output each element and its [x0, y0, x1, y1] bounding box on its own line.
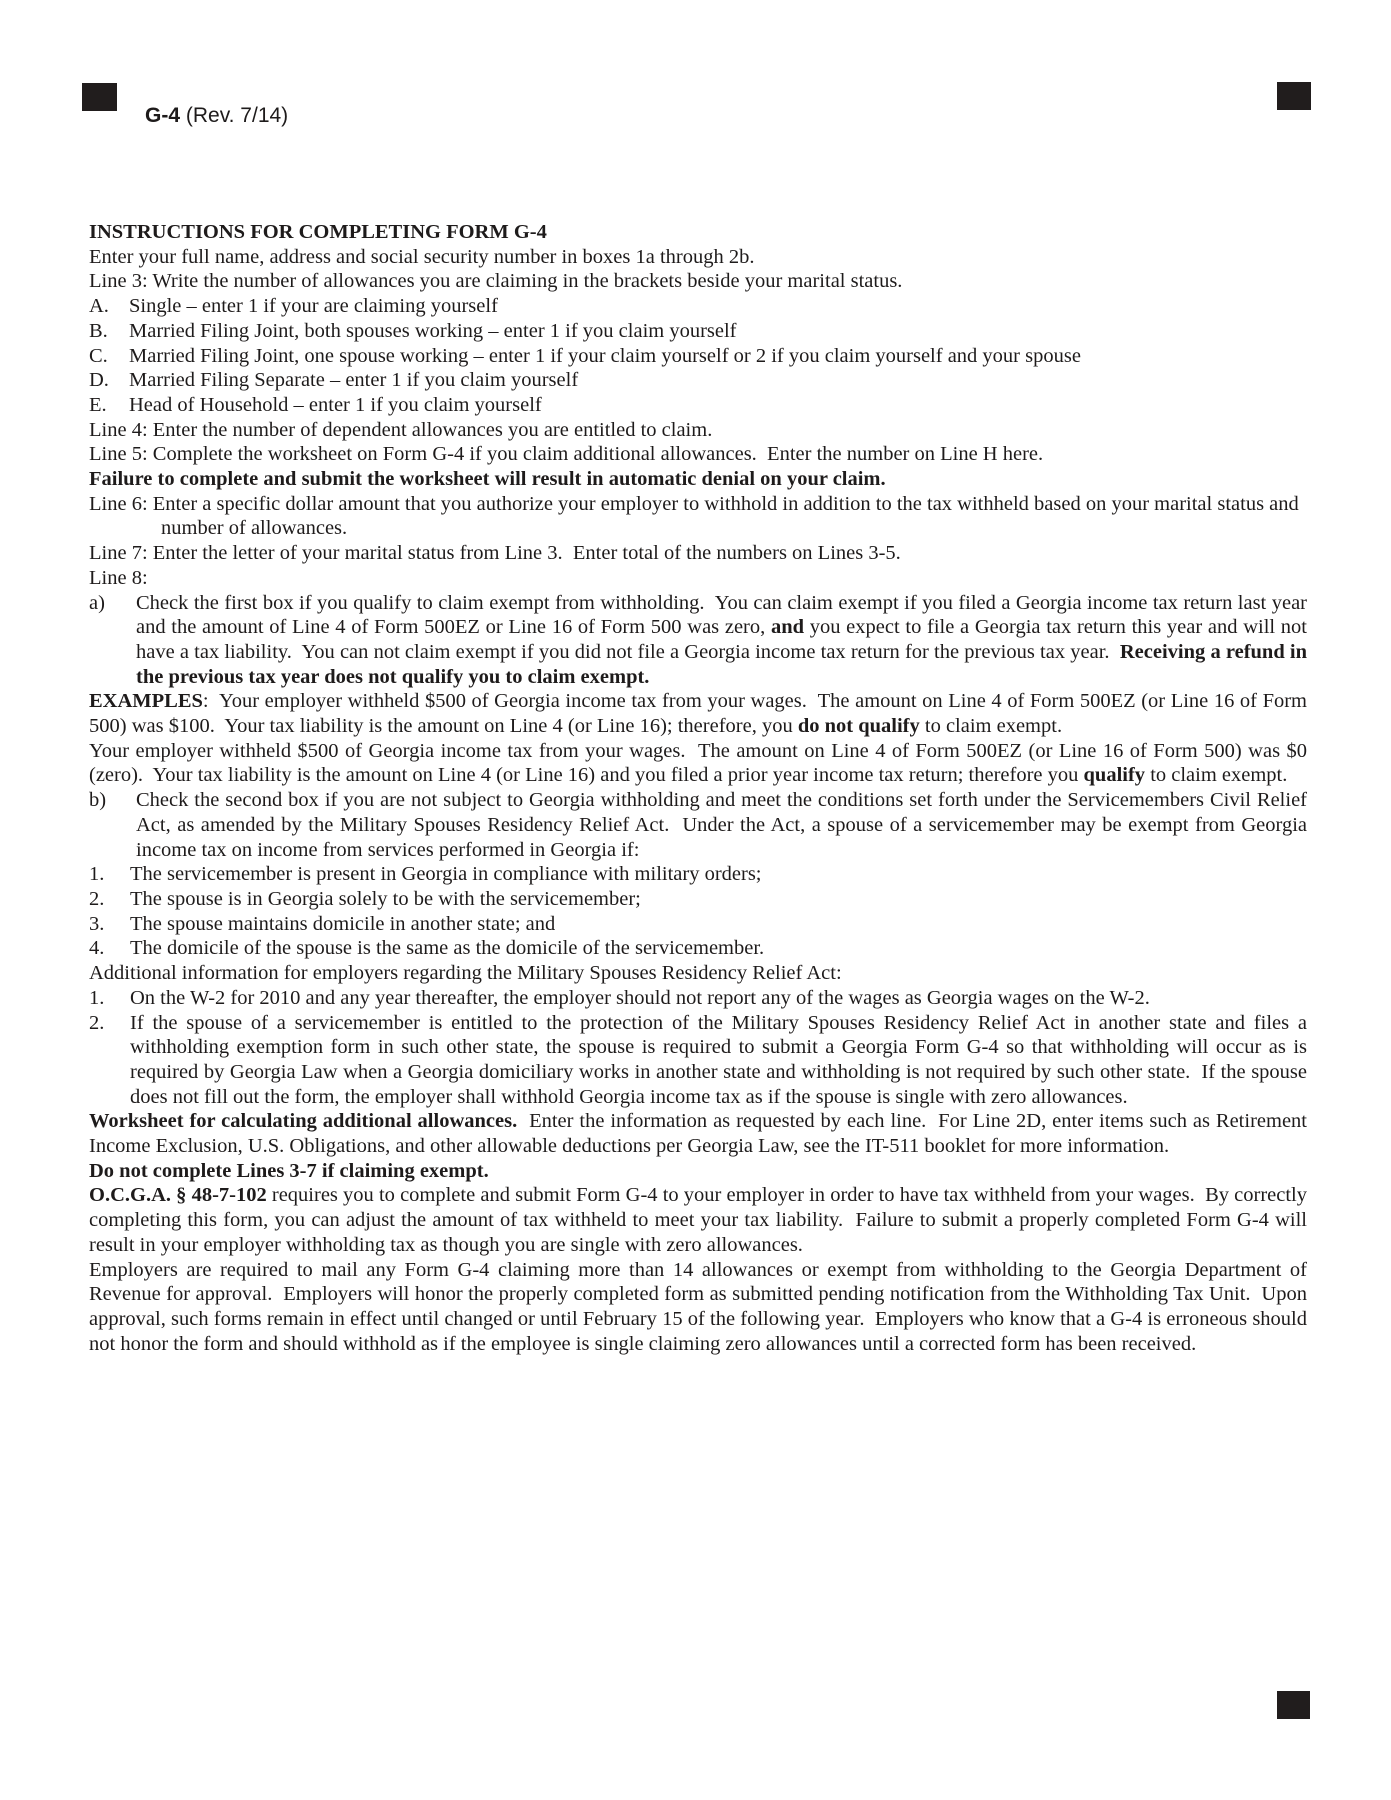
additional-item-2-text: If the spouse of a servicemember is entitled to the protection of the Military Spouses Residency Relief Act in another state and files a withholding exemption form in such other state, the spouse is required to submit a Georgia Form G-4 so that withholding will occur as is required by Georgia Law when a Georgia domiciliary works in another state and withholding is not required by such other state. If the spouse does not fill out the form, the employer shall withhold Georgia income tax as if the spouse is single with zero allowances.	[130, 1011, 1313, 1108]
registration-mark-top-left	[82, 83, 117, 111]
intro-line: Enter your full name, address and social security number in boxes 1a through 2b.	[89, 245, 755, 268]
line6-text: Enter a specific dollar amount that you authorize your employer to withhold in addition to the tax withheld based on your marital status and number of allowances.	[152, 492, 1304, 540]
exempt-note: Do not complete Lines 3-7 if claiming exempt.	[89, 1159, 489, 1182]
marital-option-c-label: C.	[89, 344, 108, 367]
line4-text: Enter the number of dependent allowances you are entitled to claim.	[152, 418, 713, 441]
line3-text: Write the number of allowances you are claiming in the brackets beside your marital status.	[152, 270, 903, 293]
instructions-title: INSTRUCTIONS FOR COMPLETING FORM G-4	[89, 221, 547, 243]
additional-info-item-1	[89, 986, 1307, 1011]
examples2-text-1: Your employer withheld $500 of Georgia income tax from your wages. The amount on Line 4 of Form 500EZ (or Line 16 of Form 500) was $0 (zero). Your tax liability is the amount on Line 4 (or Line 16) and you filed a prior year income tax return; therefore you	[89, 739, 1313, 787]
line8a-paragraph	[89, 591, 1313, 690]
additional-info-item-2	[89, 1011, 1313, 1110]
marital-option-c	[89, 344, 1307, 369]
registration-mark-bottom-right	[1277, 1691, 1310, 1719]
ocga-bold-citation: O.C.G.A. § 48-7-102	[89, 1184, 267, 1207]
registration-mark-top-right	[1277, 82, 1311, 110]
form-id	[145, 104, 288, 128]
condition-2-text: The spouse is in Georgia solely to be with the servicemember;	[130, 887, 641, 910]
worksheet-text: Enter the information as requested by each line. For Line 2D, enter items such as Retirement Income Exclusion, U.S. Obligations, and other allowable deductions per Georgia Law, see the IT-511 booklet for more information.	[89, 1110, 1313, 1158]
condition-4-label: 4.	[89, 937, 105, 960]
servicemember-condition-4	[89, 936, 1307, 961]
condition-3-text: The spouse maintains domicile in another state; and	[130, 912, 556, 935]
line8a-label: a)	[89, 591, 105, 614]
additional-item-1-text: On the W-2 for 2010 and any year thereafter, the employer should not report any of the wages as Georgia wages on the W-2.	[130, 986, 1150, 1009]
line7-instruction	[89, 541, 1307, 566]
condition-2-label: 2.	[89, 887, 105, 910]
servicemember-condition-1	[89, 862, 1307, 887]
marital-option-c-text: Married Filing Joint, one spouse working – enter 1 if your claim yourself or 2 if you claim yourself and your spouse	[129, 344, 1081, 367]
examples2-bold-qualify: qualify	[1083, 764, 1146, 787]
condition-1-text: The servicemember is present in Georgia in compliance with military orders;	[130, 863, 762, 886]
line8a-bold-refund-note: Receiving a refund in the previous tax year does not qualify you to claim exempt.	[136, 640, 1313, 688]
servicemember-condition-2	[89, 887, 1307, 912]
additional-info-heading: Additional information for employers regarding the Military Spouses Residency Relief Act:	[89, 962, 842, 985]
additional-item-1-label: 1.	[89, 986, 105, 1009]
line4-label: Line 4:	[89, 418, 148, 441]
ocga-text: requires you to complete and submit Form G-4 to your employer in order to have tax withheld from your wages. By correctly completing this form, you can adjust the amount of tax withheld to meet your tax liability. Failure to submit a properly completed Form G-4 will result in your employer withholding tax as though you are single with zero allowances.	[89, 1184, 1313, 1256]
examples1-bold-do-not-qualify: do not qualify	[797, 715, 920, 738]
marital-option-a-label: A.	[89, 295, 109, 318]
worksheet-paragraph	[89, 1109, 1313, 1158]
marital-option-e-label: E.	[89, 393, 107, 416]
line8b-label: b)	[89, 789, 107, 812]
marital-option-a-text: Single – enter 1 if your are claiming yourself	[129, 295, 498, 318]
worksheet-bold-lead: Worksheet for calculating additional allowances.	[89, 1110, 518, 1133]
examples-paragraph-2	[89, 739, 1313, 788]
line6-instruction	[89, 492, 1307, 541]
instructions-body	[89, 220, 1313, 1356]
marital-option-d	[89, 368, 1307, 393]
employers-paragraph: Employers are required to mail any Form G-4 claiming more than 14 allowances or exempt from withholding to the Georgia Department of Revenue for approval. Employers will honor the properly completed form as submitted pending notification from the Withholding Tax Unit. Upon approval, such forms remain in effect until changed or until February 15 of the following year. Employers who know that a G-4 is erroneous should not honor the form and should withhold as if the employee is single claiming zero allowances until a corrected form has been received.	[89, 1258, 1313, 1355]
marital-option-d-label: D.	[89, 369, 109, 392]
line6-label: Line 6:	[89, 492, 148, 515]
line8a-bold-and: and	[770, 616, 805, 639]
ocga-paragraph	[89, 1183, 1313, 1257]
line8a-text-2: you expect to file a Georgia tax return this year and will not have a tax liability. You can not claim exempt if you did not file a Georgia income tax return for the previous tax year.	[136, 616, 1313, 663]
line3-label: Line 3:	[89, 270, 148, 293]
examples2-text-2: to claim exempt.	[1145, 764, 1288, 787]
examples-paragraph-1	[89, 689, 1313, 738]
marital-option-b-text: Married Filing Joint, both spouses working – enter 1 if you claim yourself	[129, 319, 737, 342]
condition-1-label: 1.	[89, 863, 105, 886]
condition-3-label: 3.	[89, 912, 105, 935]
marital-option-b	[89, 319, 1307, 344]
servicemember-condition-3	[89, 912, 1307, 937]
marital-option-a	[89, 294, 1307, 319]
line7-text: Enter the letter of your marital status from Line 3. Enter total of the numbers on Lines 3-5.	[152, 542, 901, 565]
line7-label: Line 7:	[89, 542, 148, 565]
line5-label: Line 5:	[89, 443, 148, 466]
marital-option-e	[89, 393, 1307, 418]
line8-label: Line 8:	[89, 566, 148, 589]
form-revision: (Rev. 7/14)	[185, 104, 289, 127]
form-code: G-4	[145, 104, 181, 127]
examples1-text-1: : Your employer withheld $500 of Georgia income tax from your wages. The amount on Line 4 of Form 500EZ (or Line 16 of Form 500) was $100. Your tax liability is the amount on Line 4 (or Line 16); therefore, you	[89, 690, 1313, 738]
line5-text: Complete the worksheet on Form G-4 if you claim additional allowances. Enter the number on Line H here.	[152, 443, 1044, 466]
marital-option-b-label: B.	[89, 319, 108, 342]
condition-4-text: The domicile of the spouse is the same as the domicile of the servicemember.	[130, 937, 765, 960]
line8a-text-1: Check the first box if you qualify to claim exempt from withholding. You can claim exempt if you filed a Georgia income tax return last year and the amount of Line 4 of Form 500EZ or Line 16 of Form 500 was zero,	[136, 591, 1313, 639]
line8b-paragraph	[89, 788, 1313, 862]
additional-item-2-label: 2.	[89, 1011, 105, 1034]
line5-instruction	[89, 442, 1307, 467]
marital-option-d-text: Married Filing Separate – enter 1 if you claim yourself	[129, 369, 579, 392]
examples1-text-2: to claim exempt.	[919, 715, 1063, 738]
line8b-text: Check the second box if you are not subject to Georgia withholding and meet the conditions set forth under the Servicemembers Civil Relief Act, as amended by the Military Spouses Residency Relief Act. Under the Act, a spouse of a servicemember may be exempt from Georgia income tax on income from services performed in Georgia if:	[136, 789, 1313, 861]
line5-warning: Failure to complete and submit the worksheet will result in automatic denial on your claim.	[89, 468, 886, 491]
examples-heading: EXAMPLES	[89, 690, 203, 713]
line3-instruction	[89, 269, 1307, 294]
marital-option-e-text: Head of Household – enter 1 if you claim yourself	[129, 393, 542, 416]
line4-instruction	[89, 418, 1307, 443]
